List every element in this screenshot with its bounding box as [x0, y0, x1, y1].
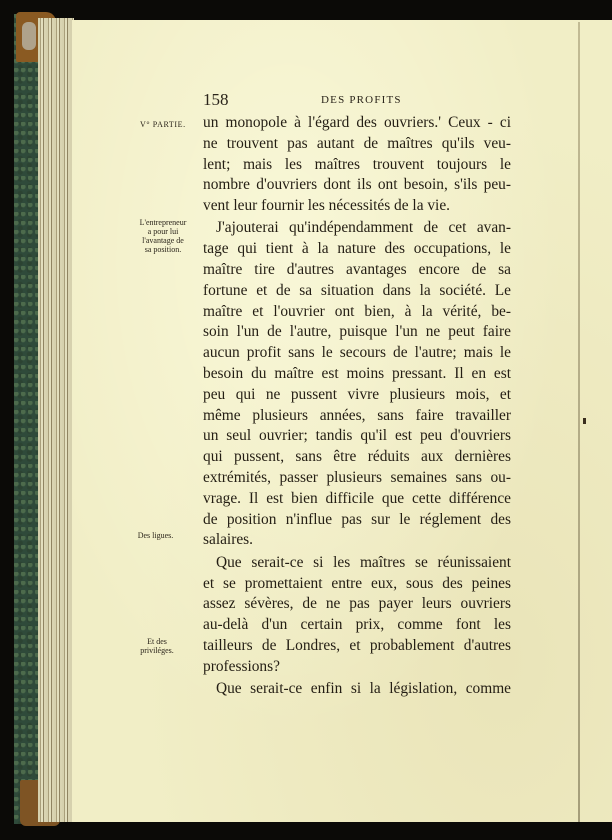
margin-note-ligues	[128, 531, 183, 540]
margin-note-entrepreneur	[128, 218, 198, 254]
text-line: assez sévères, de ne pas payer leurs ouvriers	[203, 595, 511, 613]
text-line: professions?	[203, 657, 280, 675]
text-line: qui pussent, sans être réduits aux dernières	[203, 448, 511, 466]
running-head: DES PROFITS	[321, 94, 402, 106]
margin-note-line: priviléges.	[140, 646, 174, 655]
page-blemish	[583, 418, 586, 424]
text-line: salaires.	[203, 531, 253, 549]
margin-note-line: Des ligues.	[137, 531, 174, 540]
text-line: lent; mais les maîtres trouvent toujours le	[203, 155, 511, 173]
body-text	[203, 113, 511, 700]
text-line: fortune et de sa situation dans la société. Le	[203, 281, 511, 299]
text-line: besoin du maître est moins pressant. Il en est	[203, 365, 511, 383]
margin-note-privileges	[128, 637, 186, 655]
text-line: au-delà d'un certain prix, comme font les	[203, 616, 511, 634]
text-line: aucun profit sans le secours de l'autre; mais le	[203, 344, 511, 362]
text-line: un monopole à l'égard des ouvriers.' Ceux - ci	[203, 114, 511, 131]
text-line: de position n'influe pas sur le réglement des	[203, 510, 511, 528]
paragraph	[203, 113, 511, 217]
page-edges	[38, 18, 74, 822]
text-line: tage qui tient à la nature des occupations, le	[203, 240, 511, 258]
margin-note-line: a pour lui	[147, 227, 179, 236]
margin-note-line: Et des	[147, 637, 167, 646]
text-line: même plusieurs années, sans faire travailler	[203, 406, 511, 424]
text-line: Que serait-ce si les maîtres se réunissaient	[216, 553, 511, 571]
text-line: maître tire d'autres avantages encore de sa	[203, 261, 511, 279]
text-line: peu qui ne pussent vivre plusieurs mois, et	[203, 385, 511, 403]
text-line: extrémités, passer plusieurs semaines sans ou-	[203, 469, 511, 487]
margin-note-line: l'avantage de	[142, 236, 184, 245]
text-line: ne trouvent pas autant de maîtres qu'ils veu-	[203, 134, 511, 152]
text-line: nombre d'ouvriers dont ils ont besoin, s'ils peu-	[203, 176, 511, 194]
text-line: vent leur fournir les nécessités de la vie.	[203, 197, 451, 215]
text-line: J'ajouterai qu'indépendamment de cet avan-	[216, 219, 511, 237]
paragraph	[203, 218, 511, 551]
text-line: tailleurs de Londres, et probablement d'autres	[203, 636, 511, 654]
text-line: Que serait-ce enfin si la législation, comme	[216, 680, 511, 698]
margin-note-line: sa position.	[144, 245, 182, 254]
part-label: V° PARTIE.	[140, 120, 186, 129]
text-line: et se promettaient entre eux, sous des peines	[203, 574, 511, 592]
paragraph	[203, 553, 511, 678]
text-line: maître et l'ouvrier ont bien, à la vérité, be-	[203, 302, 511, 320]
text-line: un seul ouvrier; tandis qu'il est peu d'ouvriers	[203, 427, 511, 445]
page-header	[203, 90, 533, 110]
paragraph	[203, 679, 511, 700]
page-fold	[578, 22, 580, 822]
page-number: 158	[203, 90, 229, 109]
text-line: soin l'un de l'autre, puisque l'un ne peut faire	[203, 323, 511, 341]
margin-note-line: L'entrepreneur	[139, 218, 187, 227]
text-line: vrage. Il est bien difficile que cette différence	[203, 489, 511, 507]
